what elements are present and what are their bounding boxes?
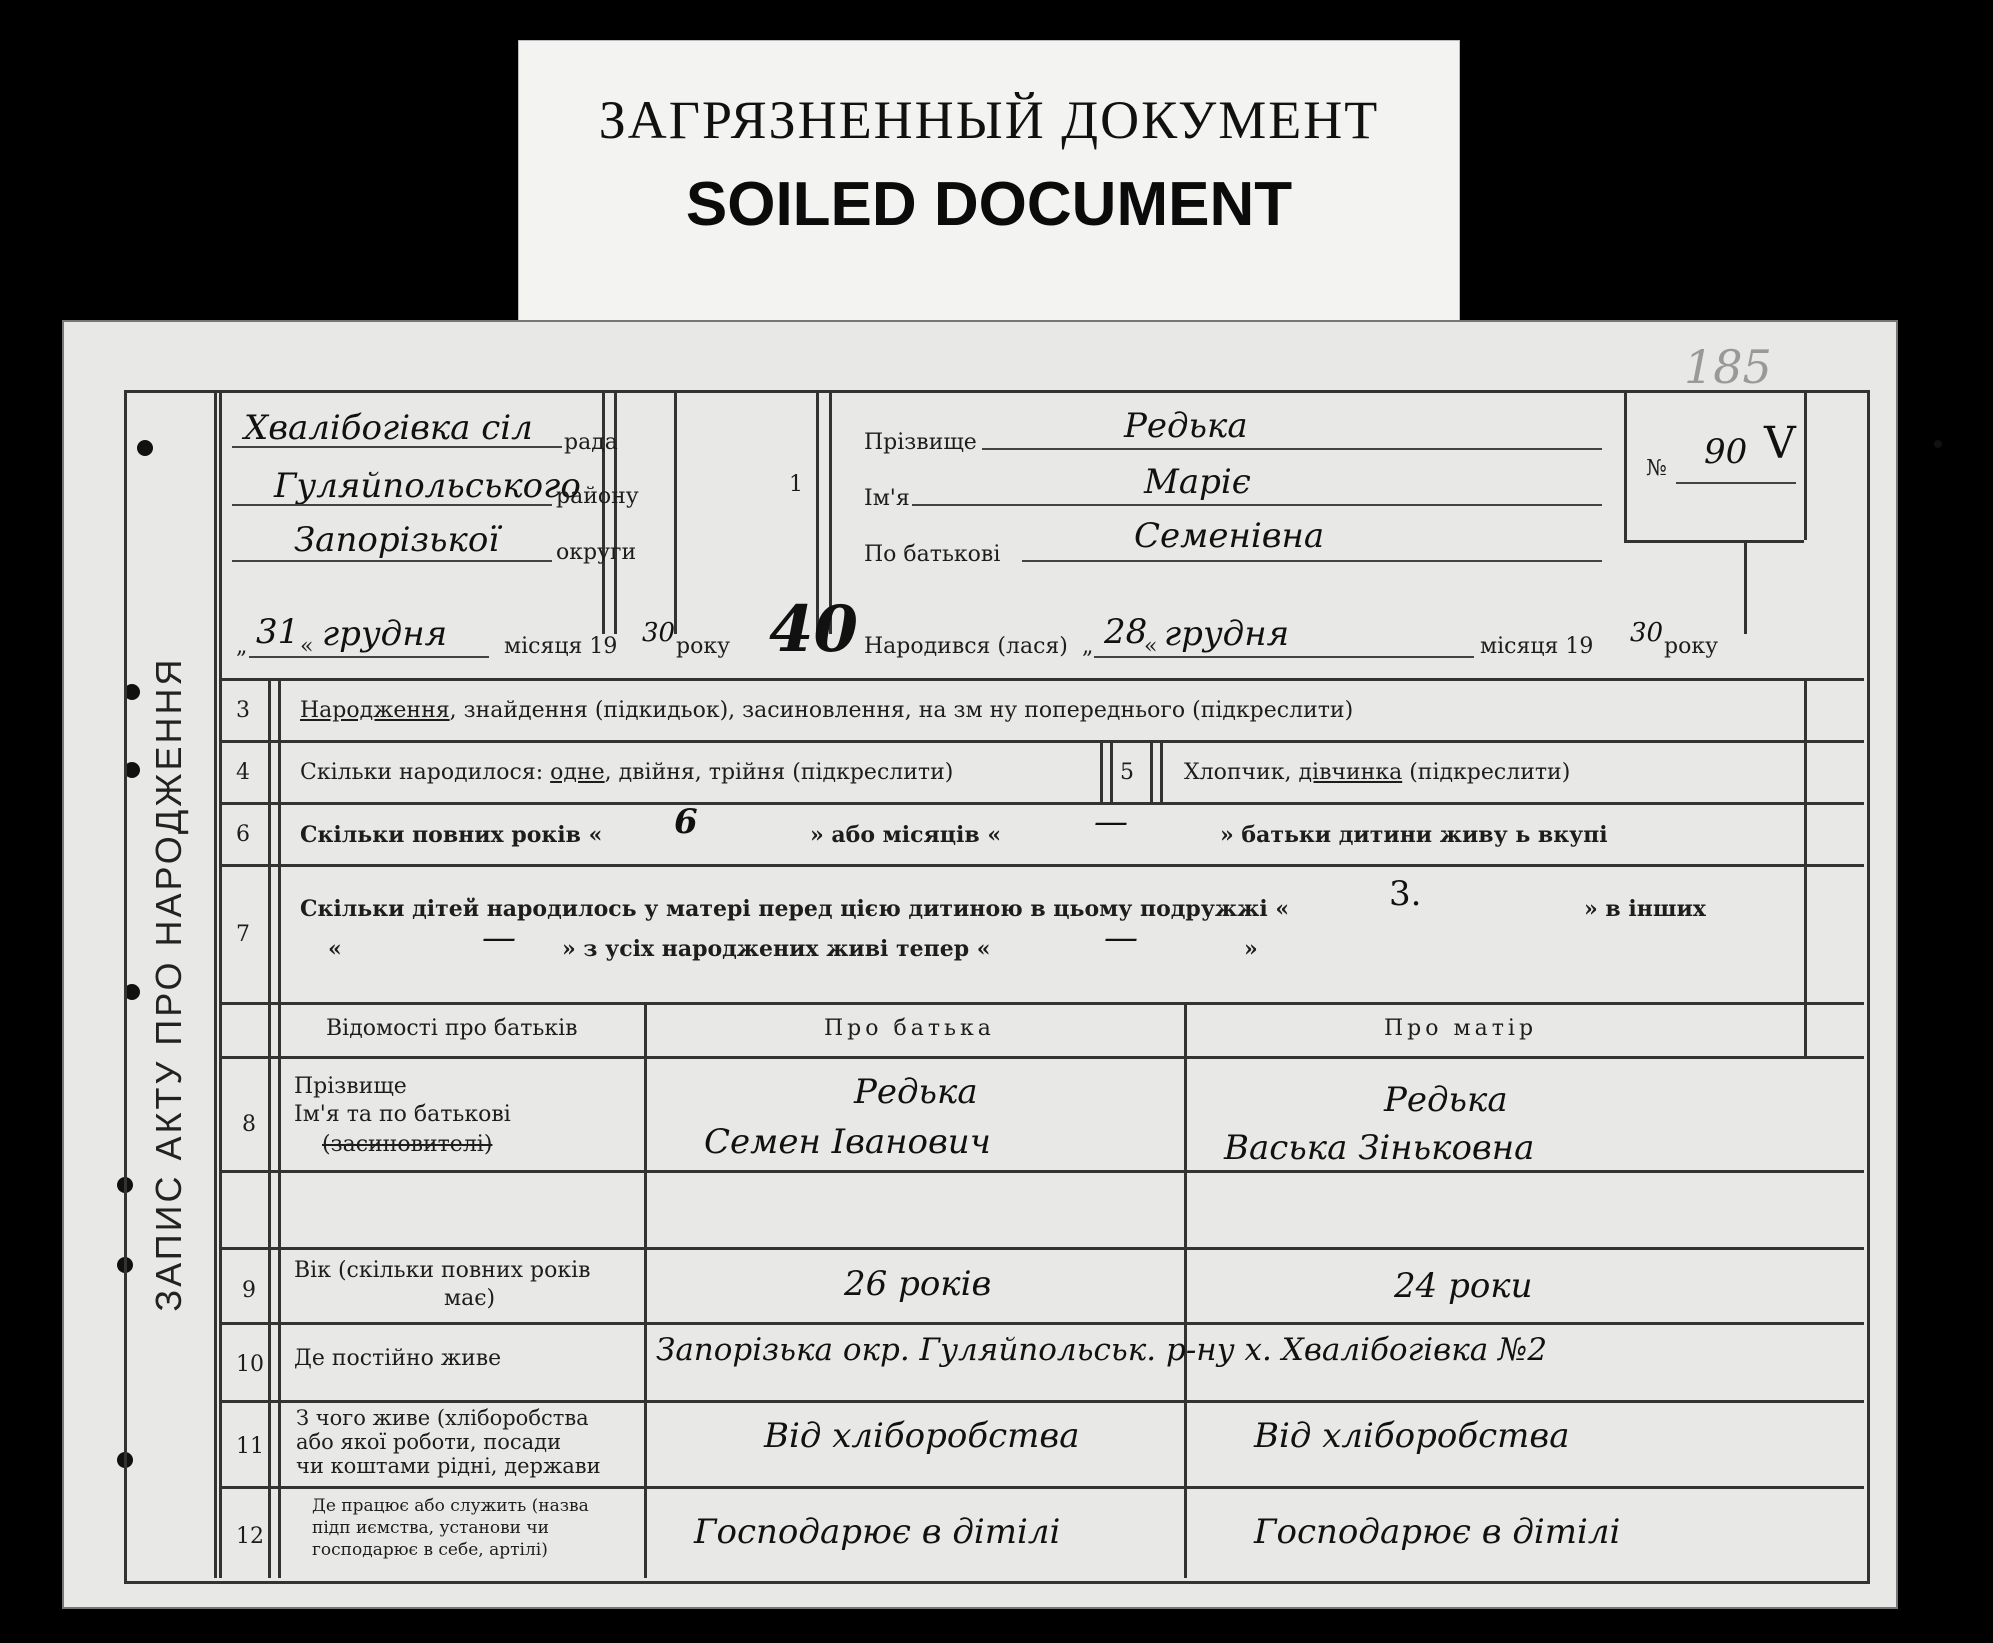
row6-text1: Скільки повних років «: [300, 822, 603, 848]
row6-text2: » або місяців «: [810, 822, 1002, 848]
name-value: Маріє: [1144, 462, 1251, 502]
reg-date-day: 31: [256, 612, 300, 652]
okrug-label: округи: [556, 540, 637, 565]
divider: [219, 1170, 1864, 1173]
punch-hole: [1934, 440, 1942, 448]
row-number: 11: [236, 1434, 264, 1459]
row12-label1: Де працює або служить (назва: [312, 1496, 589, 1516]
row7-text4: » з усіх народжених живі тепер «: [562, 936, 991, 962]
row5-text: [1184, 760, 1570, 785]
row7-val3: —: [1104, 918, 1138, 958]
reg-date-line: [249, 656, 489, 658]
row2-number: 40: [769, 592, 859, 667]
row8-label2: Ім'я та по батькові: [294, 1102, 511, 1127]
father-workplace: Господарює в дітілі: [694, 1512, 1061, 1552]
record-no-line: [1676, 482, 1796, 484]
row-number: 7: [236, 922, 250, 947]
header-parents-info: Відомості про батьків: [326, 1016, 578, 1041]
rada-line: [232, 446, 562, 448]
divider: [278, 678, 281, 1578]
mother-age: 24 роки: [1394, 1266, 1533, 1306]
divider: [219, 1400, 1864, 1403]
reg-date-month: грудня: [322, 614, 448, 654]
row7-text1: Скільки дітей народилось у матері перед цією дитиною в цьому подружжі «: [300, 896, 1290, 922]
born-month-label: місяця 19: [1480, 634, 1594, 659]
label-english: SOILED DOCUMENT: [685, 170, 1293, 239]
side-title-strip: [124, 390, 217, 1578]
row7-text5: »: [1244, 936, 1258, 962]
divider: [1804, 678, 1807, 1058]
row8-label3: (засиновителі): [322, 1132, 493, 1157]
row4-prefix: Скільки народилося:: [300, 760, 544, 785]
reg-date-year: 30: [642, 618, 676, 648]
row-number: 1: [789, 472, 803, 497]
born-day: 28: [1104, 612, 1148, 652]
divider: [1624, 540, 1804, 543]
form-frame: [124, 390, 1870, 1584]
okrug-line: [232, 560, 552, 562]
divider: [614, 390, 617, 634]
row6-text3: » батьки дитини живу ь вкупі: [1220, 822, 1608, 848]
name-label: Ім'я: [864, 486, 910, 511]
record-check-mark: V: [1764, 418, 1796, 469]
row11-label3: чи коштами рідні, держави: [296, 1454, 601, 1478]
divider: [219, 802, 1864, 805]
header-father: Про батька: [824, 1016, 995, 1041]
divider: [219, 1322, 1864, 1325]
born-year: 30: [1630, 618, 1664, 648]
patronymic-label: По батькові: [864, 542, 1001, 567]
reg-date-year-label: року: [676, 634, 731, 659]
row4-text: [300, 760, 953, 785]
soiled-document-label: [518, 40, 1460, 327]
row4-rest: , двійня, трійня (підкреслити): [604, 760, 954, 785]
born-close-quote: «: [1144, 634, 1158, 659]
patronymic-line: [1022, 560, 1602, 562]
row7-val1: 3.: [1389, 874, 1422, 914]
divider: [219, 1002, 1864, 1005]
divider: [219, 678, 1864, 681]
row4-option1: одне: [550, 760, 605, 785]
divider: [219, 1486, 1864, 1489]
divider: [1744, 540, 1747, 634]
header-mother: Про матір: [1384, 1016, 1538, 1041]
label-russian: ЗАГРЯЗНЕННЫЙ ДОКУМЕНТ: [598, 90, 1380, 150]
record-no-value: 90: [1704, 432, 1748, 472]
row10-label: Де постійно живе: [294, 1346, 502, 1371]
divider: [1184, 1002, 1187, 1578]
row-number: 3: [236, 698, 250, 723]
divider: [1110, 740, 1113, 802]
row-number: 6: [236, 822, 250, 847]
birth-record-card: [62, 320, 1898, 1609]
row9-label2: має): [444, 1286, 496, 1311]
row11-label1: З чого живе (хліборобства: [296, 1406, 589, 1430]
row11-label2: або якої роботи, посади: [296, 1430, 562, 1454]
rada-label: рада: [564, 430, 618, 455]
row7-text2: » в інших: [1584, 896, 1706, 922]
corner-pencil-number: 185: [1684, 340, 1772, 394]
divider: [219, 1247, 1864, 1250]
divider: [219, 740, 1864, 743]
row5-rest: (підкреслити): [1409, 760, 1571, 785]
divider: [1624, 390, 1627, 540]
row3-text: [300, 698, 1353, 723]
reg-date-close-quote: «: [300, 634, 314, 659]
mother-livelihood: Від хліборобства: [1254, 1416, 1570, 1456]
district-label: району: [556, 484, 639, 509]
divider: [1150, 740, 1153, 802]
divider: [1160, 740, 1163, 802]
name-line: [912, 504, 1602, 506]
rada-value: Хвалібогівка сіл: [244, 408, 533, 448]
mother-workplace: Господарює в дітілі: [1254, 1512, 1621, 1552]
born-label: Народився (лася): [864, 634, 1068, 659]
row12-label2: підп иємства, установи чи: [312, 1518, 549, 1538]
row6-months: —: [1094, 802, 1128, 842]
divider: [644, 1002, 647, 1578]
born-line: [1094, 656, 1474, 658]
record-no-label: №: [1646, 456, 1667, 481]
row7-text3: «: [328, 936, 342, 962]
row6-years: 6: [674, 802, 698, 842]
row-number: 12: [236, 1524, 264, 1549]
reg-date-open-quote: „: [236, 634, 248, 659]
father-livelihood: Від хліборобства: [764, 1416, 1080, 1456]
row8-label1: Прізвище: [294, 1074, 407, 1099]
born-year-label: року: [1664, 634, 1719, 659]
divider: [219, 864, 1864, 867]
row5-opt1: Хлопчик,: [1184, 760, 1292, 785]
row-number: 8: [242, 1112, 256, 1137]
divider: [602, 390, 605, 634]
reg-date-month-label: місяця 19: [504, 634, 618, 659]
district-line: [232, 504, 552, 506]
divider: [674, 390, 677, 634]
father-surname: Редька: [854, 1072, 978, 1112]
residence-value: Запорізька окр. Гуляйпольськ. р-ну х. Хвалібогівка №2: [656, 1332, 1548, 1368]
father-name: Семен Іванович: [704, 1122, 991, 1162]
divider: [1100, 740, 1103, 802]
mother-name: Васька Зіньковна: [1224, 1128, 1535, 1168]
row-number: 9: [242, 1278, 256, 1303]
row3-underlined: Народження: [300, 698, 450, 723]
row3-rest: , знайдення (підкидьок), засиновлення, на зм ну попереднього (підкреслити): [449, 698, 1354, 723]
side-title: ЗАПИС АКТУ ПРО НАРОДЖЕННЯ: [148, 656, 189, 1312]
row5-opt2: дівчинка: [1298, 760, 1403, 785]
row-number: 4: [236, 760, 250, 785]
district-value: Гуляйпольського: [274, 466, 581, 506]
mother-surname: Редька: [1384, 1080, 1508, 1120]
divider: [219, 1056, 1864, 1059]
surname-value: Редька: [1124, 406, 1248, 446]
surname-label: Прізвище: [864, 430, 977, 455]
surname-line: [982, 448, 1602, 450]
divider: [1804, 390, 1807, 540]
row-number: 10: [236, 1352, 264, 1377]
okrug-value: Запорізької: [294, 520, 500, 560]
row7-val2: —: [482, 918, 516, 958]
row9-label1: Вік (скільки повних років: [294, 1258, 591, 1283]
divider: [268, 678, 271, 1578]
row12-label3: господарює в себе, артілі): [312, 1540, 548, 1560]
father-age: 26 років: [844, 1264, 992, 1304]
patronymic-value: Семенівна: [1134, 516, 1325, 556]
born-month: грудня: [1164, 614, 1290, 654]
row-number: 5: [1120, 760, 1134, 785]
born-open-quote: „: [1082, 634, 1094, 659]
